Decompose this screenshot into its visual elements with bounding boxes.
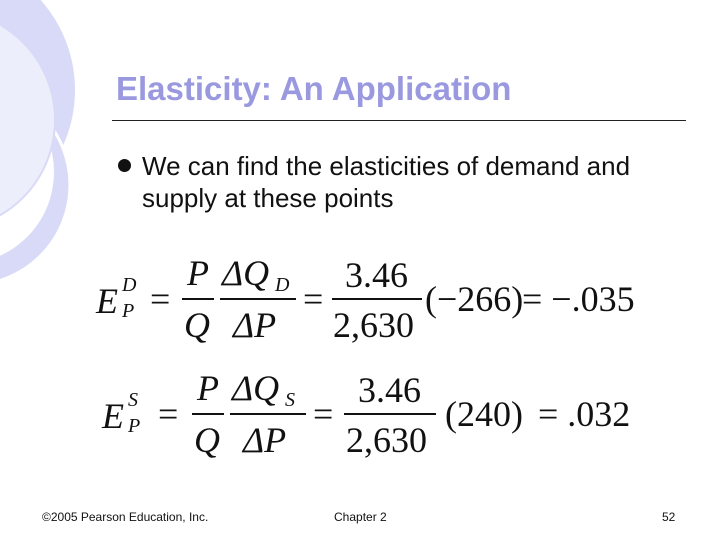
lhs-subscript: P [128,415,141,437]
frac2-denominator: ΔP [233,305,277,345]
frac1-denominator: Q [184,305,210,345]
footer-copyright: ©2005 Pearson Education, Inc. [42,510,209,524]
frac2-denominator: ΔP [243,420,287,460]
slide-title: Elasticity: An Application [116,70,512,107]
frac3-numerator: 3.46 [358,370,421,410]
footer-chapter: Chapter 2 [334,510,387,524]
frac3-denominator: 2,630 [346,420,427,460]
lhs-superscript: D [122,274,137,296]
frac2-bar [220,298,296,300]
equals-sign: = [313,394,334,434]
frac1-bar [182,298,214,300]
result: = .032 [538,394,631,434]
frac3-numerator: 3.46 [345,255,408,295]
frac3-bar [332,298,422,300]
frac2-numerator-subscript: D [275,274,290,296]
frac1-numerator: P [187,253,209,293]
lhs-subscript: P [122,300,135,322]
frac1-bar [192,413,224,415]
supply-elasticity-equation [90,367,710,467]
equals-sign: = [303,279,324,319]
frac2-numerator: ΔQ [222,253,270,293]
title-divider [112,120,686,121]
result: = −.035 [522,279,635,319]
multiplier: (240) [445,394,523,434]
lhs-superscript: S [128,389,138,411]
demand-elasticity-equation [90,252,710,352]
frac2-numerator-subscript: S [285,389,295,411]
frac1-numerator: P [197,368,219,408]
bullet-item [118,150,698,214]
frac3-bar [344,413,436,415]
bullet-dot-icon [118,159,131,172]
frac3-denominator: 2,630 [333,305,414,345]
frac2-bar [230,413,306,415]
lhs-symbol: E [102,396,124,436]
bullet-text: We can find the elasticities of demand and supply at these points [142,151,631,213]
equals-sign: = [150,279,171,319]
multiplier: (−266) [425,279,524,319]
frac1-denominator: Q [194,420,220,460]
frac2-numerator: ΔQ [232,368,280,408]
lhs-symbol: E [96,281,118,321]
footer-page-number: 52 [662,510,676,524]
equals-sign: = [158,394,179,434]
